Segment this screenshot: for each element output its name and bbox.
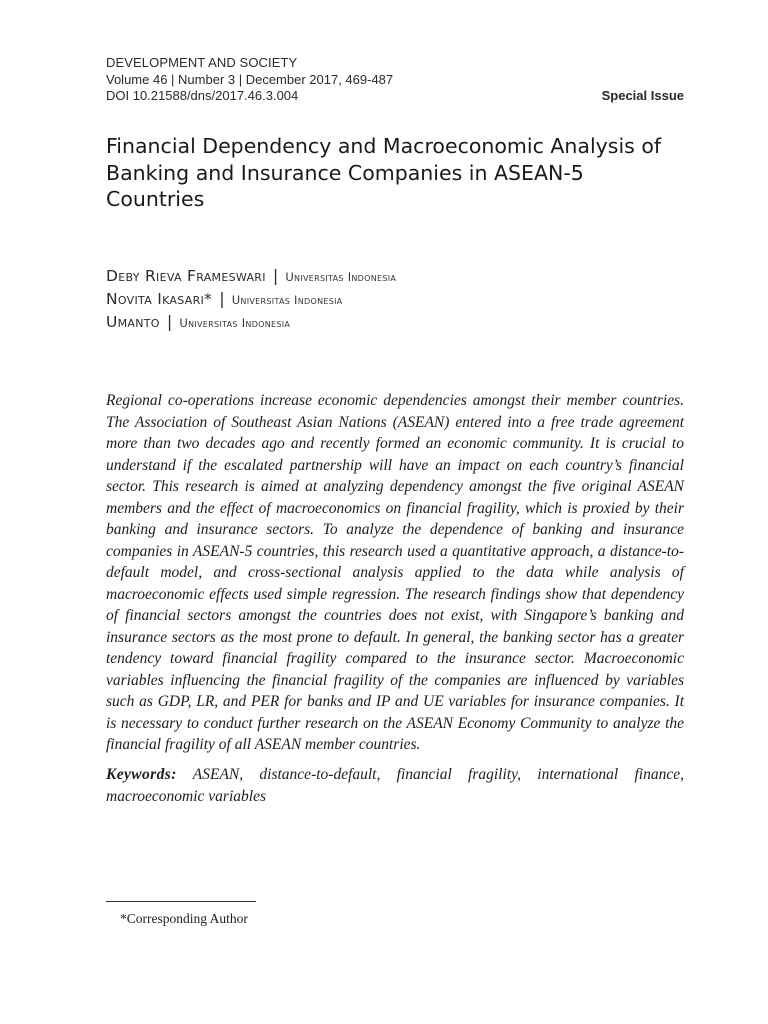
- volume-info: Volume 46 | Number 3 | December 2017, 469-487: [106, 71, 394, 87]
- footnote-divider: [106, 901, 256, 902]
- abstract: Regional co-operations increase economic dependencies amongst their member countries. The Association of Southeast Asian Nations (ASEAN) entered into a free trade agreement more than two decades ago and recently formed an economic community. It is crucial to understand if the escalated partnership will have an impact on each country’s financial sector. This research is aimed at analyzing dependency amongst the five original ASEAN members and the effect of macroeconomics on financial fragility, which is proxied by their banking and insurance sectors. To analyze the dependence of banking and insurance companies in ASEAN-5 countries, this research used a quantitative approach, a distance-to-default model, and cross-sectional analysis applied to the data while analysis of macroeconomic effects used simple regression. The research findings show that dependency of financial sectors amongst the countries does not exist, with Singapore’s banking and insurance sectors as the most prone to default. In general, the banking sector has a greater tendency toward financial fragility compared to the insurance sector. Macroeconomic variables influencing the financial fragility of the companies are influenced by variables such as GDP, LR, and PER for banks and IP and UE variables for insurance companies. It is necessary to conduct further research on the ASEAN Economy Community to analyze the financial fragility of all ASEAN member countries.: [106, 392, 684, 753]
- author-entry: [106, 310, 666, 333]
- keywords: [106, 764, 684, 807]
- author-name: Deby Rieva Frameswari: [106, 267, 266, 285]
- journal-name: DEVELOPMENT AND SOCIETY: [106, 55, 298, 70]
- paper-title: Financial Dependency and Macroeconomic Analysis of Banking and Insurance Companies in ASEAN-5 Countries: [106, 134, 662, 211]
- author-affiliation: Universitas Indonesia: [285, 270, 397, 284]
- keywords-text: ASEAN, distance-to-default, financial fragility, international finance, macroeconomic variables: [106, 766, 684, 805]
- author-separator: |: [166, 312, 173, 331]
- doi[interactable]: DOI 10.21588/dns/2017.46.3.004: [106, 88, 299, 103]
- author-affiliation: Universitas Indonesia: [231, 293, 343, 307]
- author-entry: [106, 264, 666, 287]
- author-list: [106, 264, 666, 333]
- author-entry: [106, 287, 666, 310]
- keywords-label: Keywords:: [106, 766, 177, 783]
- journal-header: [106, 55, 684, 105]
- author-separator: |: [219, 289, 225, 308]
- author-name: Umanto: [106, 313, 160, 331]
- special-issue-label: Special Issue: [601, 88, 684, 103]
- footnote: *Corresponding Author: [120, 911, 248, 926]
- author-name: Novita Ikasari*: [106, 290, 213, 308]
- author-separator: |: [272, 266, 279, 285]
- author-affiliation: Universitas Indonesia: [179, 316, 291, 330]
